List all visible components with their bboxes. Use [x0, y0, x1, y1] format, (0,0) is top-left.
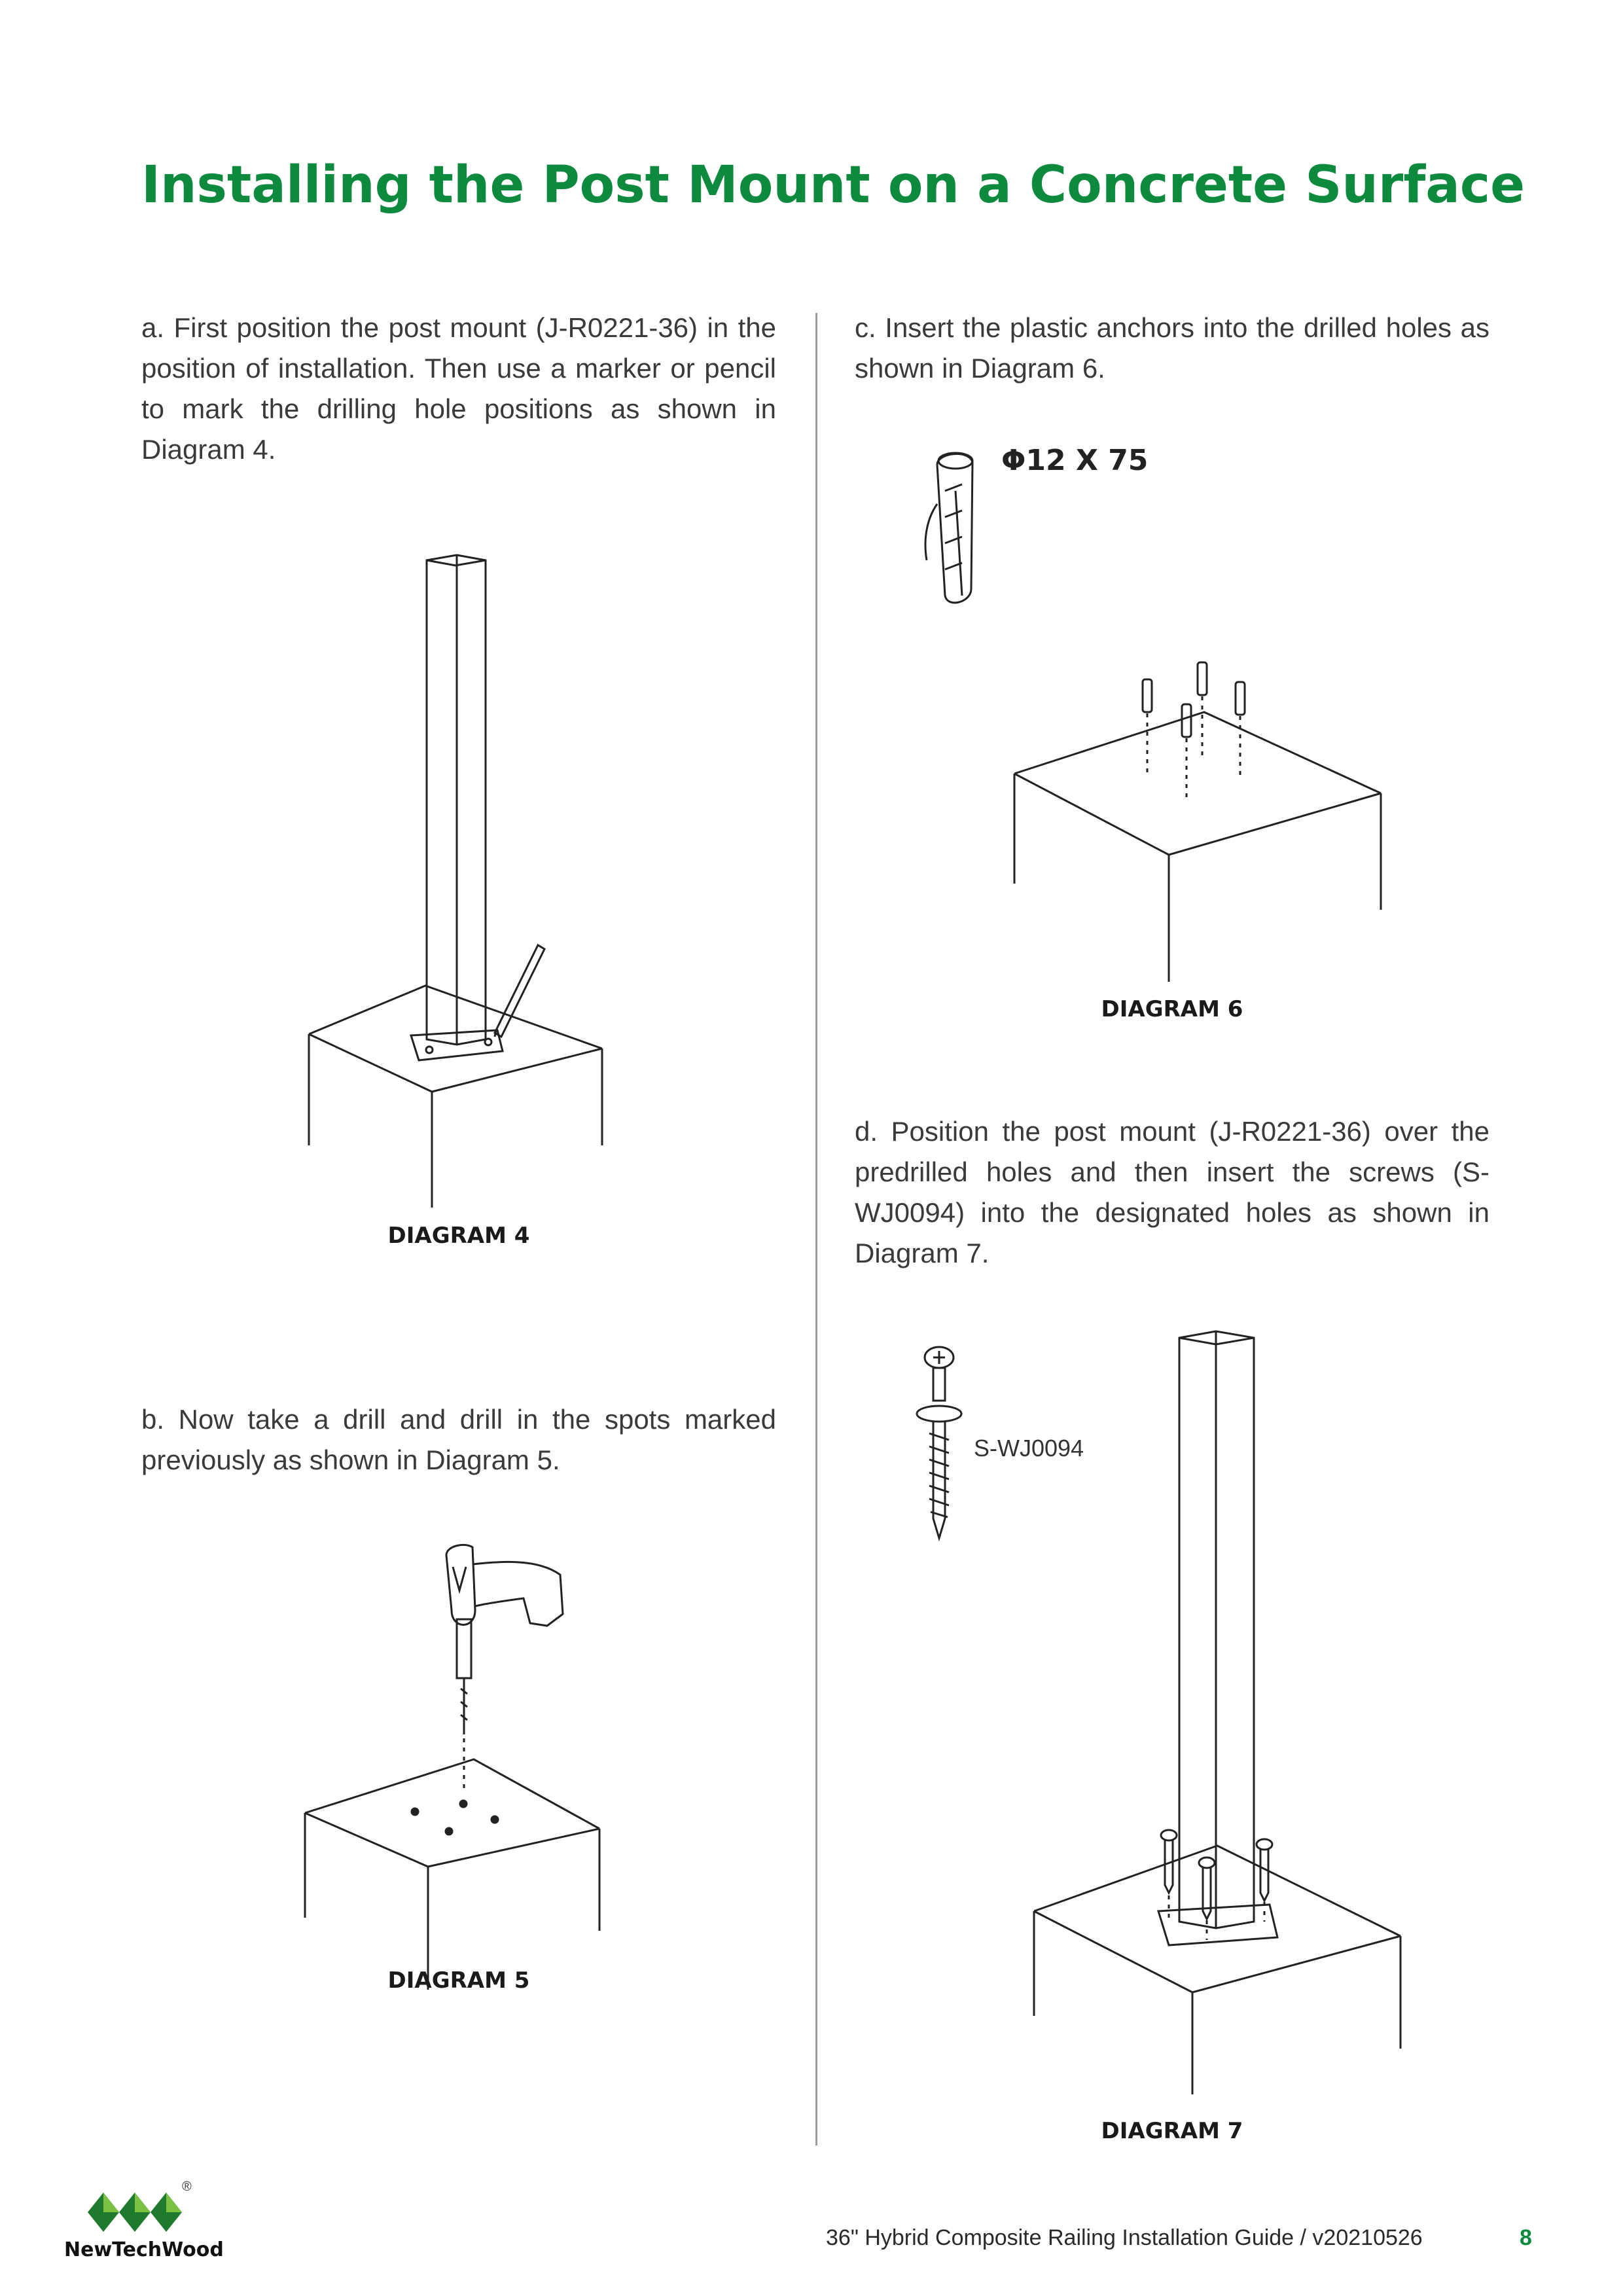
diagram-5-illustration	[301, 1538, 615, 2009]
diagram-6-illustration	[1008, 648, 1387, 988]
registered-mark: ®	[182, 2179, 192, 2194]
anchor-detail-illustration	[916, 445, 988, 628]
footer-document-title: 36" Hybrid Composite Railing Installation Guide / v20210526	[826, 2225, 1423, 2250]
diagram-7-caption: DIAGRAM 7	[1101, 2118, 1243, 2144]
diagram-5-caption: DIAGRAM 5	[387, 1967, 530, 1994]
diagram-7-illustration	[1021, 1322, 1414, 2108]
step-c-text: c. Insert the plastic anchors into the drilled holes as shown in Diagram 6.	[855, 312, 1489, 384]
screw-detail-illustration	[910, 1342, 969, 1551]
newtechwood-logo-icon	[84, 2182, 188, 2234]
page-title: Installing the Post Mount on a Concrete Surface	[141, 156, 1525, 215]
page-number: 8	[1520, 2225, 1532, 2250]
diagram-6-caption: DIAGRAM 6	[1101, 996, 1243, 1022]
brand-name: NewTechWood	[64, 2238, 224, 2261]
column-divider	[815, 313, 817, 2145]
diagram-4-caption: DIAGRAM 4	[387, 1223, 530, 1249]
step-a-text: a. First position the post mount (J-R0221-36) in the position of installation. Then use a marker or pencil to mark the drilling hole positions as shown in Diagram 4.	[141, 312, 776, 465]
anchor-size-label: Φ12 X 75	[1001, 444, 1149, 477]
step-b-text: b. Now take a drill and drill in the spots marked previously as shown in Diagram 5.	[141, 1404, 776, 1475]
step-d-text: d. Position the post mount (J-R0221-36) over the predrilled holes and then insert the screws (S-WJ0094) into the designated holes as shown in Diagram 7.	[855, 1116, 1489, 1268]
screw-code-label: S-WJ0094	[974, 1435, 1084, 1462]
diagram-4-illustration	[301, 543, 615, 1217]
